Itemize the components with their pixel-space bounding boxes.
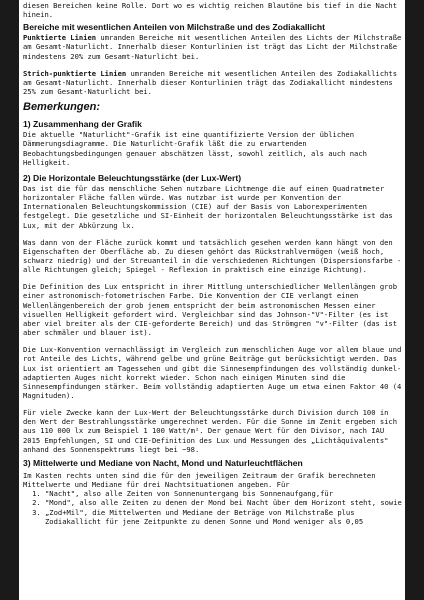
section-3-paragraph: Im Kasten rechts unten sind die für den jeweiligen Zeitraum der Grafik berechneten Mittelwerte und Mediane für drei Nachtsituationen angeben. Für	[23, 470, 376, 490]
dash-dot-lines-paragraph	[23, 69, 402, 96]
section-2-paragraph-3: Die Definition des Lux entspricht in ihrer Mittlung unterschiedlicher Wellenlängen grob einer astronomisch-fotometrischen Farbe. Die Konvention der CIE verlangt einen Wellenlängenbereich der grob jenem entspricht der beim astronomischen Messen einer visuellen Helligkeit gefordert wird. Vergleichbar sind das Johnson-"V"-Filter (es ist aber viel breiter als der CIE-geforderte Bereich) und das Strömgren "v"-Filter (das ist aber schmäler und blauer ist).	[23, 282, 398, 338]
section-2-paragraph-2: Was dann von der Fläche zurück kommt und tatsächlich gesehen werden kann hängt von den Eigenschaften der Oberfläche ab. Zu diesen gehört das Rückstrahlvermögen (weiß hoch, schwarz niedrig) und der Streuanteil in die verschiedenen Richtungen (Dispersionsfarbe - alle Richtungen gleich; Spiegel - Reflexion in praktisch eine einzige Richtung).	[23, 237, 402, 275]
list-item: 3. „Zod+Mil", die Mittelwerten und Mediane der Beträge von Milchstraße plus Zodiakallicht für jene Zeitpunkte zu denen Sonne und Mond weniger als 0,05	[45, 508, 402, 526]
dotted-lines-term: Punktierte Linien	[23, 33, 97, 43]
list-item: 2. "Mond", also alle Zeiten zu denen der Mond bei Nacht über dem Horizont steht, sowie	[45, 498, 402, 507]
milky-way-heading: Bereiche mit wesentlichen Anteilen von Milchstraße und des Zodiakallicht	[23, 22, 325, 33]
night-situations-list	[23, 489, 402, 526]
document-content	[19, 0, 405, 526]
section-2-heading: 2) Die Horizontale Beleuchtungsstärke (der Lux-Wert)	[23, 172, 242, 183]
dash-dot-lines-term: Strich-punktierte Linien	[23, 68, 127, 78]
remarks-title: Bemerkungen:	[23, 101, 101, 114]
dotted-lines-paragraph	[23, 33, 402, 60]
dash-dot-lines-text: umranden Bereiche mit wesentlichen Anteilen des Zodiakallichts am Gesamt-Naturlicht. Innerhalb dieser Konturlinien trägt das Zodiakallicht mindestens 25% zum Gesamt-Naturlicht bei.	[23, 68, 398, 97]
section-1-paragraph: Die aktuelle "Naturlicht"-Grafik ist eine quantifizierte Version der üblichen Dämmerungsdiagramme. Die Naturlicht-Grafik läßt die zu erwartenden Beobachtungsbedingungen genauer abschätzen lässt, sowohl zeitlich, als auch nach Helligkeit.	[23, 130, 367, 167]
document-page	[19, 0, 405, 600]
dotted-lines-text: umranden Bereiche mit wesentlichen Anteilen des Lichts der Milchstraße am Gesamt-Naturlicht. Innerhalb dieser Konturlinien ist trägt das Licht der Milchstraße mindestens 20% zum Gesamt-Naturlicht bei.	[23, 33, 402, 61]
section-3-heading: 3) Mittelwerte und Mediane von Nacht, Mond und Naturleuchtflächen	[23, 457, 303, 468]
section-1-heading: 1) Zusammenhang der Grafik	[23, 119, 142, 130]
section-2-paragraph-1: Das ist die für das menschliche Sehen nutzbare Lichtmenge die auf einen Quadratmeter horizontaler Fläche fallen würde. Was nutzbar ist wurde per Konvention der Internationalen Beleuchtungskommission (CIE) auf der Basis von Laborexperimenten festgelegt. Die gesetzliche und SI-Einheit der horizontalen Beleuchtungsstärke ist das Lux, mit der Abkürzung lx.	[23, 183, 393, 230]
section-2-paragraph-4: Die Lux-Konvention vernachlässigt im Vergleich zum menschlichen Auge vor allem blaue und rot Anteile des Lichts, während gelbe und grüne Beiträge gut berücksichtigt werden. Das Lux ist orientiert am Tagessehen und gibt die Sinnesempfindungen des vollständig dunkel-adaptierten Auges nicht korrekt wieder. Schon nach einigen Minuten sind die Sinnesempfindungen stärker. Beim vollständig adaptierten Auge um etwa einen Faktor 40 (4 Magnituden).	[23, 345, 402, 400]
list-item: 1. "Nacht", also alle Zeiten von Sonnenuntergang bis Sonnenaufgang,für	[45, 489, 402, 498]
intro-paragraph: diesen Bereichen keine Rolle. Dort wo es wichtig reichen Blautöne bis tief in die Nacht hinein.	[23, 1, 398, 20]
section-2-paragraph-5: Für viele Zwecke kann der Lux-Wert der Beleuchtungsstärke durch Division durch 100 in den Wert der Bestrahlungsstärke umgerechnet werden. Für die Sonne im Zenit ergeben sich aus 110 000 lx zum Beispiel 1 100 Watt/m². Der genaue Wert für den Divisor, nach IAU 2015 Empfehlungen, SI und CIE-Definition des Lux und Messungen des „Lichtäquivalents" anhand des Sonnenspektrums liegt bei ~98.	[23, 408, 398, 454]
